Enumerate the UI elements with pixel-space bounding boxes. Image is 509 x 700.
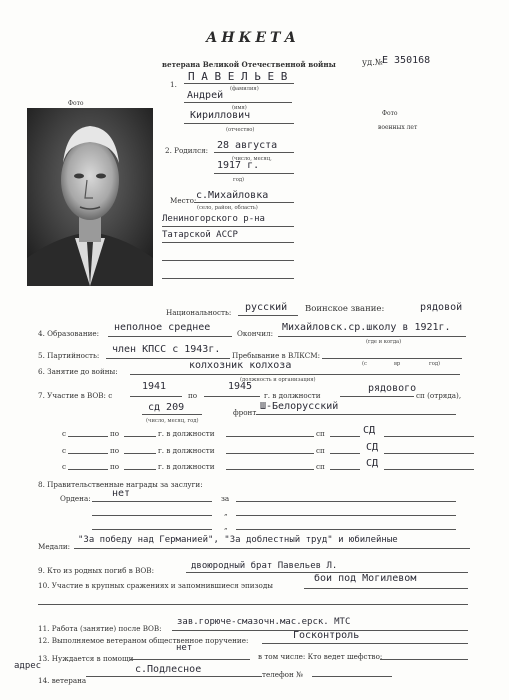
war-position-label: г. в должности [264,391,321,400]
war-photo-label: Фото [382,110,398,117]
patronymic-caption: (отчество) [226,127,255,133]
awards-ditto-1: „ [224,508,228,517]
row1-to-label: по [110,429,120,438]
war-unit: сд 209 [148,402,185,413]
help-label: 13. Нуждается в помощи [38,654,134,663]
help-value: нет [176,643,193,653]
war-by-label: по [188,391,198,400]
war-to: 1945 [228,381,253,392]
row1-sd-label: СД [363,425,376,436]
orders-label: Ордена: [60,494,91,503]
awards-label: 8. Правительственные награды за заслуги: [38,480,203,489]
finished-caption: (где и когда) [366,339,402,345]
address-value: с.Подлесное [135,664,202,675]
place-caption: (село, район, область) [197,205,258,211]
row1-from-label: с [62,429,67,438]
row2-sd-label: СД [366,442,379,453]
row3-sp-label: сп [316,462,325,471]
address-label: 14. ветерана [38,676,87,685]
battles-label: 10. Участие в крупных сражениях и запомнившиеся эпизоды [38,581,273,590]
surname-number: 1. [170,80,177,89]
war-position: рядового [368,383,417,394]
row2-position-label: г. в должности [158,446,215,455]
surname-value: П А В Е Л Ь Е В [188,70,288,83]
party-label: 5. Партийность: [38,351,100,360]
patronymic-value: Кириллович [190,110,251,121]
rank-value: рядовой [420,302,463,313]
surname-caption: (фамилия) [230,86,259,92]
orders-value: нет [112,488,131,499]
war-front: Ш-Белорусский [260,401,339,412]
row2-to-label: по [110,446,120,455]
public-label: 12. Выполняемое ветераном общественное поручение: [38,636,249,645]
address-label-handwritten: адрес [14,661,42,671]
page-title: АНКЕТА [206,30,300,46]
war-caption: (число, месяц, год) [146,418,199,424]
place-line2: Лениногорского р-на [162,214,265,224]
row3-position-label: г. в должности [158,462,215,471]
place-label: Место: [170,196,197,205]
place-line3: Татарской АССР [162,230,238,240]
party-value: член КПСС с 1943г. [112,344,221,355]
row3-sd-label: СД [366,458,379,469]
row1-sp-label: сп [316,429,325,438]
help-patron-label: в том числе: Кто ведет шефство: [258,652,383,661]
occupation-label: 6. Занятие до войны: [38,367,118,376]
finished-label: Окончил: [237,329,274,338]
komsomol-year: год) [429,361,441,367]
education-label: 4. Образование: [38,329,100,338]
occupation-value: колхозник колхоза [189,360,292,371]
war-label: 7. Участие в ВОВ: с [38,391,113,400]
row3-to-label: по [110,462,120,471]
battles-value: бои под Могилевом [314,573,417,584]
birth-caption-1: (число, месяц, [232,156,272,162]
relatives-value: двоюродный брат Павельев Л. [191,561,338,571]
birth-day: 28 августа [217,140,278,151]
occupation-caption: (должность и организация) [240,377,316,383]
row2-from-label: с [62,446,67,455]
work-value: зав.горюче-смазочн.мас.ерск. МТС [177,617,351,627]
war-front-label: фронт [233,408,257,417]
name-caption: (имя) [232,105,247,111]
certificate-label: уд.№ [362,58,383,68]
public-value: Госконтроль [293,630,360,641]
birth-year: 1917 г. [217,160,260,171]
veteran-photo [27,108,153,286]
page-subtitle: ветерана Великой Отечественной войны [162,60,336,69]
awards-za-label: за [221,494,230,503]
medals-label: Медали: [38,542,71,551]
komsomol-from: (с [362,361,367,367]
name-value: Андрей [187,90,224,101]
phone-label: телефон № [262,670,303,679]
row1-position-label: г. в должности [158,429,215,438]
birth-caption-2: год) [233,177,245,183]
row3-from-label: с [62,462,67,471]
war-unit-label: сп (отряда), [416,391,462,400]
certificate-number: Е 350168 [382,55,431,66]
photo-label: Фото [68,100,84,107]
birth-label: 2. Родился: [165,146,209,155]
nationality-label: Национальность: [166,308,232,317]
row2-sp-label: сп [316,446,325,455]
place-value: с.Михайловка [196,190,269,201]
komsomol-label: Пребывание в ВЛКСМ: [232,351,321,360]
work-label: 11. Работа (занятие) после ВОВ: [38,624,162,633]
war-from: 1941 [142,381,167,392]
finished-value: Михайловск.ср.школу в 1921г. [282,322,451,333]
nationality-value: русский [245,302,288,313]
relatives-label: 9. Кто из родных погиб в ВОВ: [38,566,154,575]
awards-ditto-2: „ [224,522,228,531]
education-value: неполное среднее [114,322,211,333]
medals-value: "За победу над Германией", "За доблестный труд" и юбилейные [78,535,398,545]
rank-label: Воинское звание: [305,304,385,314]
war-photo-sublabel: военных лет [378,124,418,131]
komsomol-to: вр [394,361,401,367]
